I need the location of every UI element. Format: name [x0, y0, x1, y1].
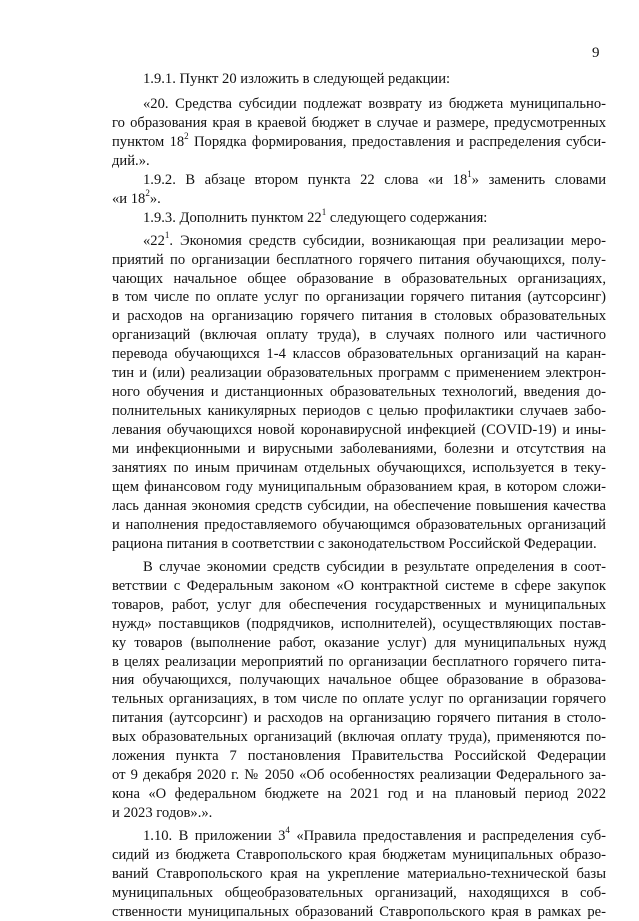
superscript: 1 [164, 229, 170, 240]
text-line [112, 270, 606, 288]
text-segment: «20. Средства субсидии подлежат возврату из бюджета муниципально- [143, 95, 606, 112]
text-segment: левания обучающихся новой коронавирусной инфекцией (COVID-19) и ины- [112, 422, 606, 439]
text-segment: В случае экономии средств субсидии в результате определения в соот- [143, 558, 606, 575]
text-segment: вых образовательных организаций (включая оплату труда), применяются по- [112, 729, 606, 746]
text-line [112, 615, 606, 633]
text-segment: в том числе по оплате услуг по организации горячего питания (аутсорсинг) [112, 289, 606, 306]
text-line [143, 558, 606, 576]
text-segment: ваний Ставропольского края на укрепление материально-технической базы [112, 865, 606, 882]
text-segment: ния обучающихся, получающих начальное общее образование в образова- [112, 672, 606, 689]
text-line [112, 785, 606, 803]
text-line [112, 804, 606, 822]
text-segment: . Экономия средств субсидии, возникающая при реализации меро- [169, 232, 606, 249]
text-segment: 1.9.3. Дополнить пунктом 22 [143, 209, 322, 226]
superscript: 1 [467, 168, 472, 179]
text-segment: » заменить словами [471, 171, 607, 188]
text-segment: ного обучения и дистанционных образовательных технологий, введения до- [112, 384, 606, 401]
text-segment: занятиях по иным причинам отдельных обучающихся, используется в теку- [112, 460, 606, 476]
text-line [112, 288, 606, 306]
text-line [112, 187, 606, 208]
text-line [112, 364, 606, 382]
text-segment: ветствии с Федеральным законом «О контрактной системе в сфере закупок [112, 577, 606, 594]
text-line [143, 70, 606, 88]
text-segment: ку товаров (выполнение работ, оказание услуг) для муниципальных нужд [112, 634, 606, 651]
text-segment: приятий по организации бесплатного горячего питания обучающихся, полу- [112, 251, 606, 268]
text-segment: Порядка формирования, предоставления и распределения субси- [188, 133, 606, 150]
text-segment: щем финансовом году муниципальным образованием края, в котором сложи- [112, 478, 606, 495]
text-segment: ми инфекционными и вирусными заболеваниями, болезни и отсутствия на [112, 441, 606, 458]
text-segment: и 2023 годов».». [112, 805, 213, 822]
text-line [112, 690, 606, 708]
superscript: 2 [145, 187, 150, 198]
text-line [112, 516, 606, 534]
superscript: 4 [285, 825, 290, 836]
text-segment: полнительных каникулярных периодов с целью профилактики случаев забо- [112, 403, 606, 420]
text-line [112, 596, 606, 614]
text-segment: ственности муниципальных образований Ставропольского края в рамках ре- [112, 903, 606, 920]
text-segment: 1.10. В приложении 3 [143, 828, 286, 845]
text-segment: сидий из бюджета Ставропольского края бюджетам муниципальных образо- [112, 847, 606, 863]
superscript: 1 [321, 206, 327, 217]
text-line [112, 865, 606, 883]
text-line [112, 747, 606, 765]
text-segment: перевода обучающихся 1-4 классов образовательных организаций на каран- [112, 346, 606, 363]
text-segment: дий.». [112, 152, 150, 169]
text-segment: товаров, работ, услуг для обеспечения государственных и муниципальных [112, 596, 606, 613]
text-segment: «Правила предоставления и распределения суб- [289, 828, 606, 845]
superscript: 2 [184, 130, 189, 141]
text-line [112, 307, 606, 325]
text-segment: ложения пункта 7 постановления Правительства Российской Федерации [112, 748, 606, 765]
text-line [112, 671, 606, 689]
text-line [143, 827, 606, 845]
text-line [112, 884, 606, 902]
text-line [143, 168, 607, 189]
text-line [112, 846, 606, 864]
text-line [112, 634, 606, 652]
text-segment: организаций (включая оплату труда), в случаях полного или частичного [112, 327, 606, 344]
text-segment: 1.9.1. Пункт 20 изложить в следующей редакции: [143, 71, 451, 87]
text-line [112, 903, 606, 921]
text-line [112, 459, 606, 477]
text-segment: и расходов на организацию горячего питания в столовых образовательных [112, 308, 606, 325]
text-line [112, 345, 606, 363]
text-line [112, 653, 606, 671]
text-line [112, 497, 606, 515]
text-line [112, 440, 606, 458]
text-line [143, 229, 606, 250]
text-segment: в целях реализации мероприятий по организации бесплатного горячего пита- [112, 653, 606, 670]
text-segment: «22 [143, 232, 165, 249]
text-segment: от 9 декабря 2020 г. № 2050 «Об особенностях реализации Федерального за- [112, 767, 606, 784]
text-line [112, 251, 606, 269]
text-line [143, 206, 606, 227]
text-line [112, 766, 606, 784]
text-segment: кона «О федеральном бюджете на 2021 год и на плановый период 2022 [112, 786, 606, 803]
text-line [112, 709, 606, 727]
text-line [112, 728, 606, 746]
text-segment: «и 18 [112, 190, 146, 207]
text-segment: тельных организациях, в том числе по оплате услуг по организации горячего [112, 691, 606, 708]
text-line [112, 130, 606, 151]
text-segment: лась данная экономия средств субсидии, на обеспечение повышения качества [112, 497, 606, 514]
text-segment: 1.9.2. В абзаце втором пункта 22 слова «и 18 [143, 171, 468, 188]
text-segment: ». [149, 190, 161, 207]
text-segment: тин и (или) реализации образовательных программ с применением электрон- [112, 365, 606, 382]
text-segment: питания (аутсорсинг) и расходов на организацию горячего питания в столо- [112, 710, 606, 727]
text-segment: муниципальных общеобразовательных организаций, находящихся в соб- [112, 884, 606, 901]
text-line [112, 326, 606, 344]
text-line [143, 95, 606, 113]
text-line [112, 152, 606, 170]
text-line [112, 577, 606, 595]
text-line [112, 478, 606, 496]
page-number: 9 [592, 45, 600, 61]
text-segment: рациона питания в соответствии с законодательством Российской Федерации. [112, 535, 597, 552]
text-segment: пунктом 18 [112, 133, 185, 150]
text-segment: го образования края в краевой бюджет в случае и размере, предусмотренных [112, 114, 606, 131]
text-segment: и наполнения предоставляемого обучающимся образовательных организаций [112, 516, 606, 533]
text-segment: чающих начальное общее образование в образовательных организациях, [112, 270, 606, 287]
text-line [112, 535, 606, 553]
text-segment: нужд» поставщиков (подрядчиков, исполнителей), осуществляющих постав- [112, 615, 606, 632]
text-line [112, 114, 606, 132]
text-segment: следующего содержания: [326, 209, 488, 226]
text-line [112, 421, 606, 439]
text-line [112, 383, 606, 401]
text-line [112, 402, 606, 420]
